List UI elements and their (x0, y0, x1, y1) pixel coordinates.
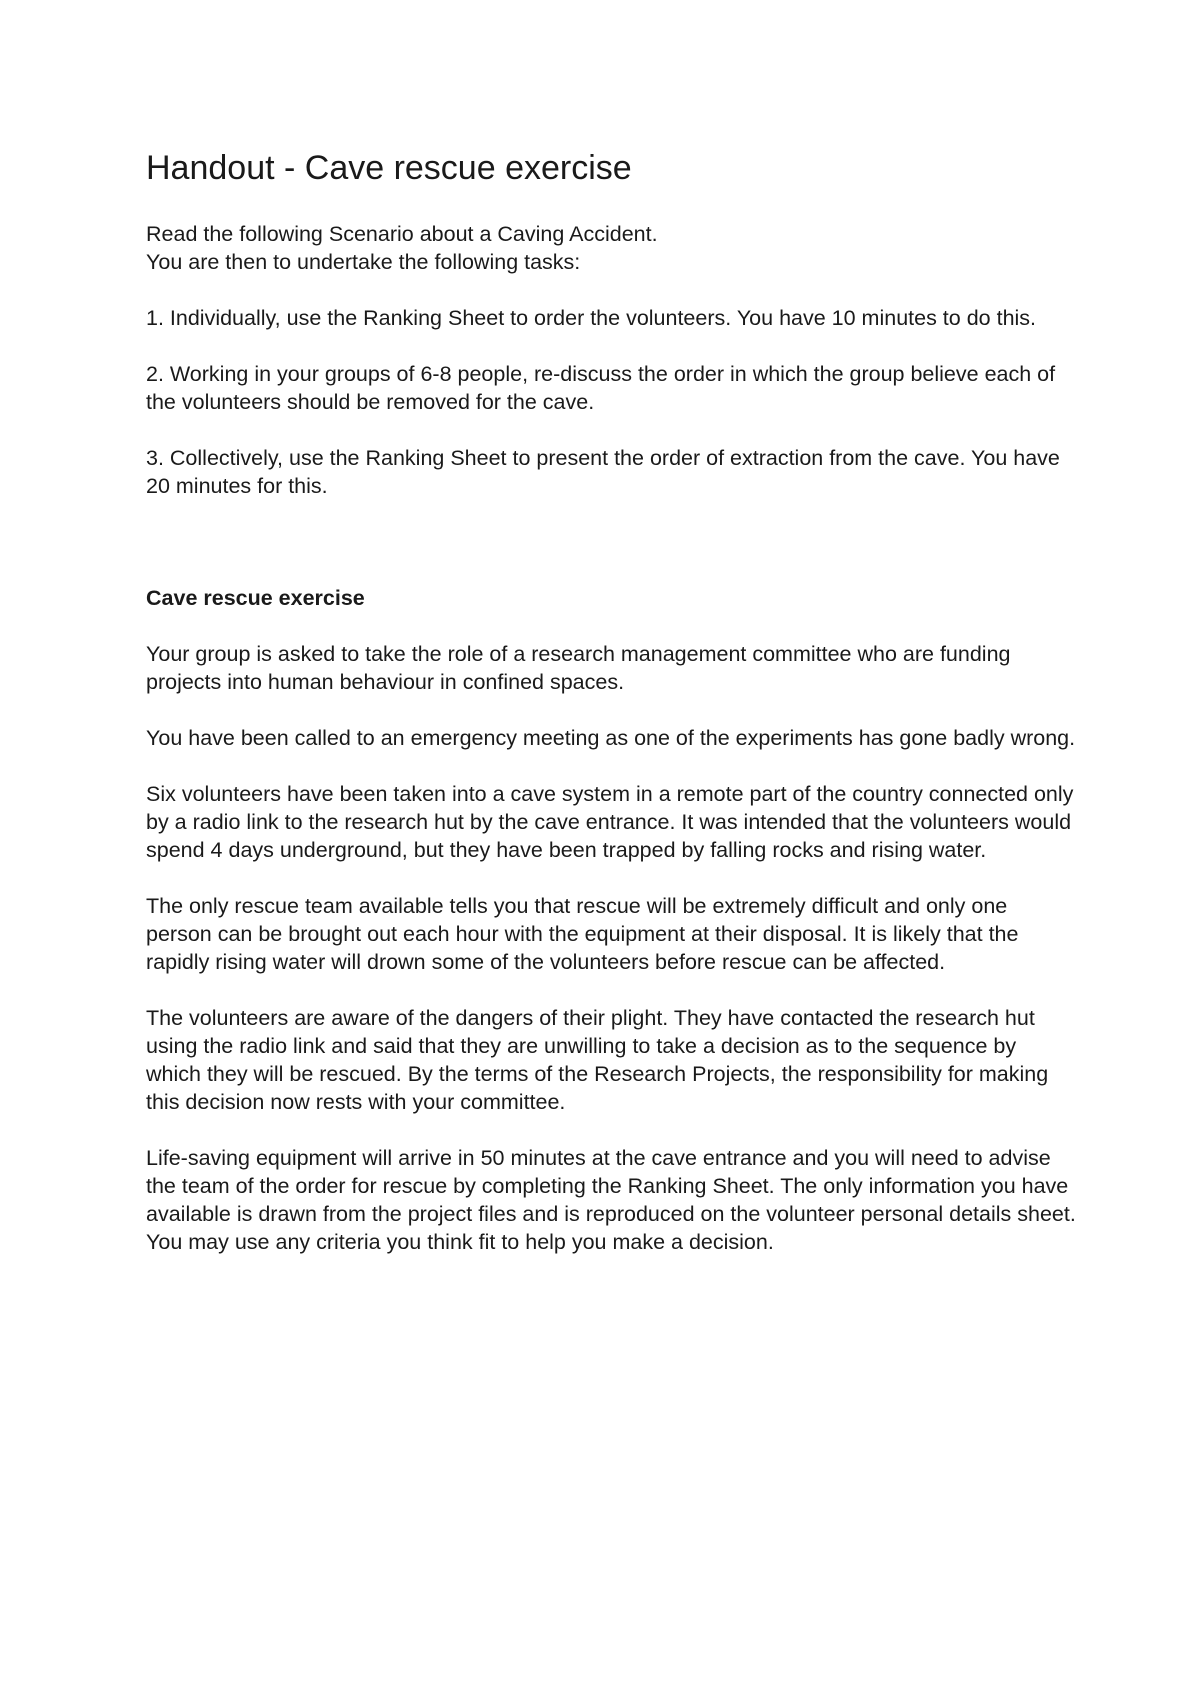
scenario-paragraph-4: The only rescue team available tells you that rescue will be extremely difficult and only one person can be brought out each hour with the equipment at their disposal. It is likely that the rapidly rising water will drown some of the volunteers before rescue can be affected. (146, 894, 1019, 974)
task-item-3: 3. Collectively, use the Ranking Sheet to present the order of extraction from the cave. You have 20 minutes for this. (146, 446, 1060, 498)
intro-line: You are then to undertake the following tasks: (146, 250, 581, 274)
document-content (146, 146, 1076, 1284)
scenario-paragraph-5: The volunteers are aware of the dangers of their plight. They have contacted the research hut using the radio link and said that they are unwilling to take a decision as to the sequence by which they will be rescued. By the terms of the Research Projects, the responsibility for making this decision now rests with your committee. (146, 1006, 1049, 1114)
scenario-paragraph-6: Life-saving equipment will arrive in 50 minutes at the cave entrance and you will need to advise the team of the order for rescue by completing the Ranking Sheet. The only information you have available is drawn from the project files and is reproduced on the volunteer personal details sheet. You may use any criteria you think fit to help you make a decision. (146, 1146, 1076, 1254)
scenario-paragraph-2: You have been called to an emergency meeting as one of the experiments has gone badly wrong. (146, 726, 1076, 750)
scenario-paragraph-3: Six volunteers have been taken into a cave system in a remote part of the country connected only by a radio link to the research hut by the cave entrance. It was intended that the volunteers would spend 4 days underground, but they have been trapped by falling rocks and rising water. (146, 782, 1074, 862)
task-item-1: 1. Individually, use the Ranking Sheet to order the volunteers. You have 10 minutes to do this. (146, 306, 1037, 330)
section-heading: Cave rescue exercise (146, 586, 365, 610)
task-item-2: 2. Working in your groups of 6-8 people, re-discuss the order in which the group believe each of the volunteers should be removed for the cave. (146, 362, 1056, 414)
scenario-paragraph-1: Your group is asked to take the role of a research management committee who are funding projects into human behaviour in confined spaces. (146, 642, 1011, 694)
page-title: Handout - Cave rescue exercise (146, 149, 632, 187)
intro-paragraph (146, 220, 1076, 276)
intro-line: Read the following Scenario about a Caving Accident. (146, 222, 658, 246)
